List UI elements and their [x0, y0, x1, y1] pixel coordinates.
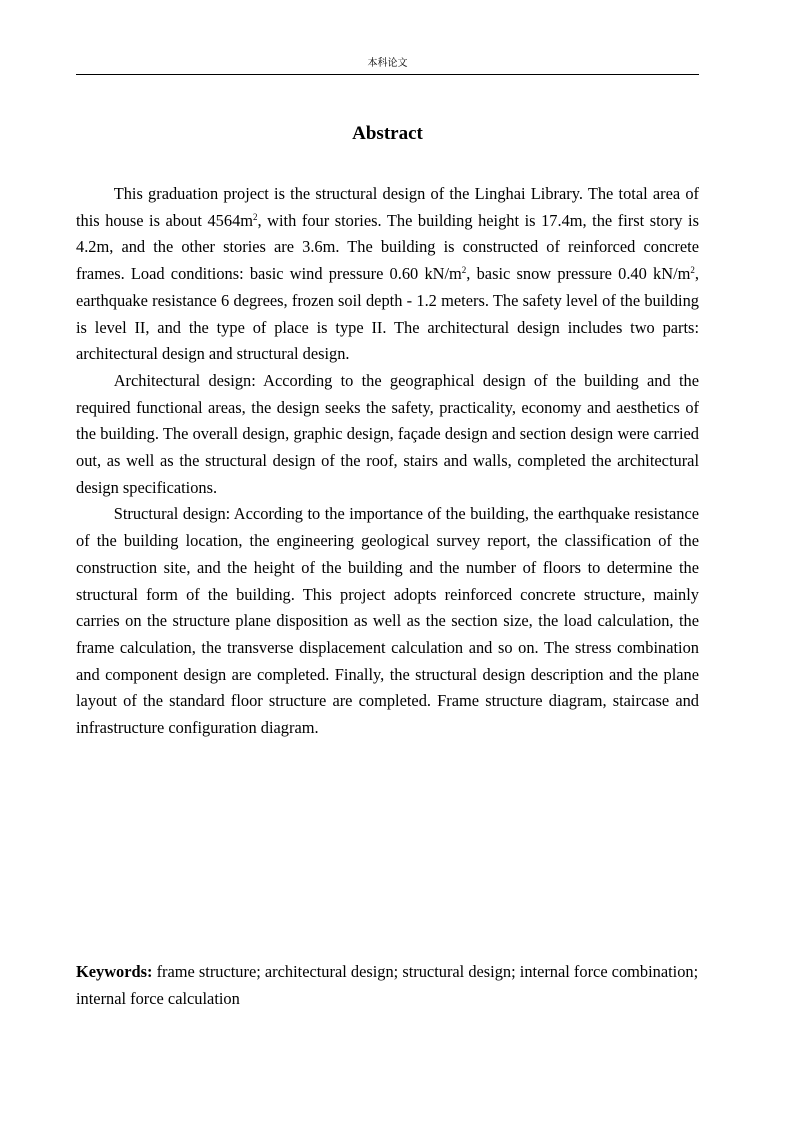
superscript-2: 2	[461, 265, 467, 276]
paragraph-1-part-b: , with four stories. The building height is 17.4m, the first story is 4.2m, and the other stories are 3.6m. The building is constructed of reinforced concrete frames. Load conditions: basic wind pressure 0.60 kN/m	[76, 210, 699, 284]
running-header	[76, 56, 699, 75]
paragraph-1-part-d: , earthquake resistance 6 degrees, frozen soil depth - 1.2 meters. The safety level of the building is level II, and the type of place is type II. The architectural design includes two parts: architectural design and structural design.	[76, 264, 699, 364]
keywords-text: frame structure; architectural design; structural design; internal force combination; internal force calculation	[76, 962, 699, 1008]
abstract-body	[76, 181, 699, 742]
running-header-title: 本科论文	[367, 58, 408, 69]
abstract-paragraph-3: Structural design: According to the importance of the building, the earthquake resistance of the building location, the engineering geological survey report, the classification of the construction site, and the height of the building and the number of floors to determine the structural form of the building. This project adopts reinforced concrete structure, mainly carries on the structure plane disposition as well as the section size, the load calculation, the frame calculation, the transverse displacement calculation and so on. The stress combination and component design are completed. Finally, the structural design description and the plane layout of the standard floor structure are completed. Frame structure diagram, staircase and infrastructure configuration diagram.	[76, 504, 699, 738]
paragraph-1-part-c: , basic snow pressure 0.40 kN/m	[466, 264, 691, 284]
abstract-title: Abstract	[352, 123, 423, 144]
paragraph-1-part-a: This graduation project is the structural design of the Linghai Library. The total area of this house is about 4564m	[76, 184, 699, 230]
abstract-paragraph-2: Architectural design: According to the geographical design of the building and the required functional areas, the design seeks the safety, practicality, economy and aesthetics of the building. The overall design, graphic design, façade design and section design were carried out, as well as the structural design of the roof, stairs and walls, completed the architectural design specifications.	[76, 370, 699, 497]
keywords-label: Keywords:	[76, 962, 153, 981]
abstract-paragraph-1	[76, 181, 699, 368]
superscript-2: 2	[253, 211, 258, 222]
superscript-2: 2	[690, 265, 695, 276]
keywords-block	[76, 959, 699, 1012]
